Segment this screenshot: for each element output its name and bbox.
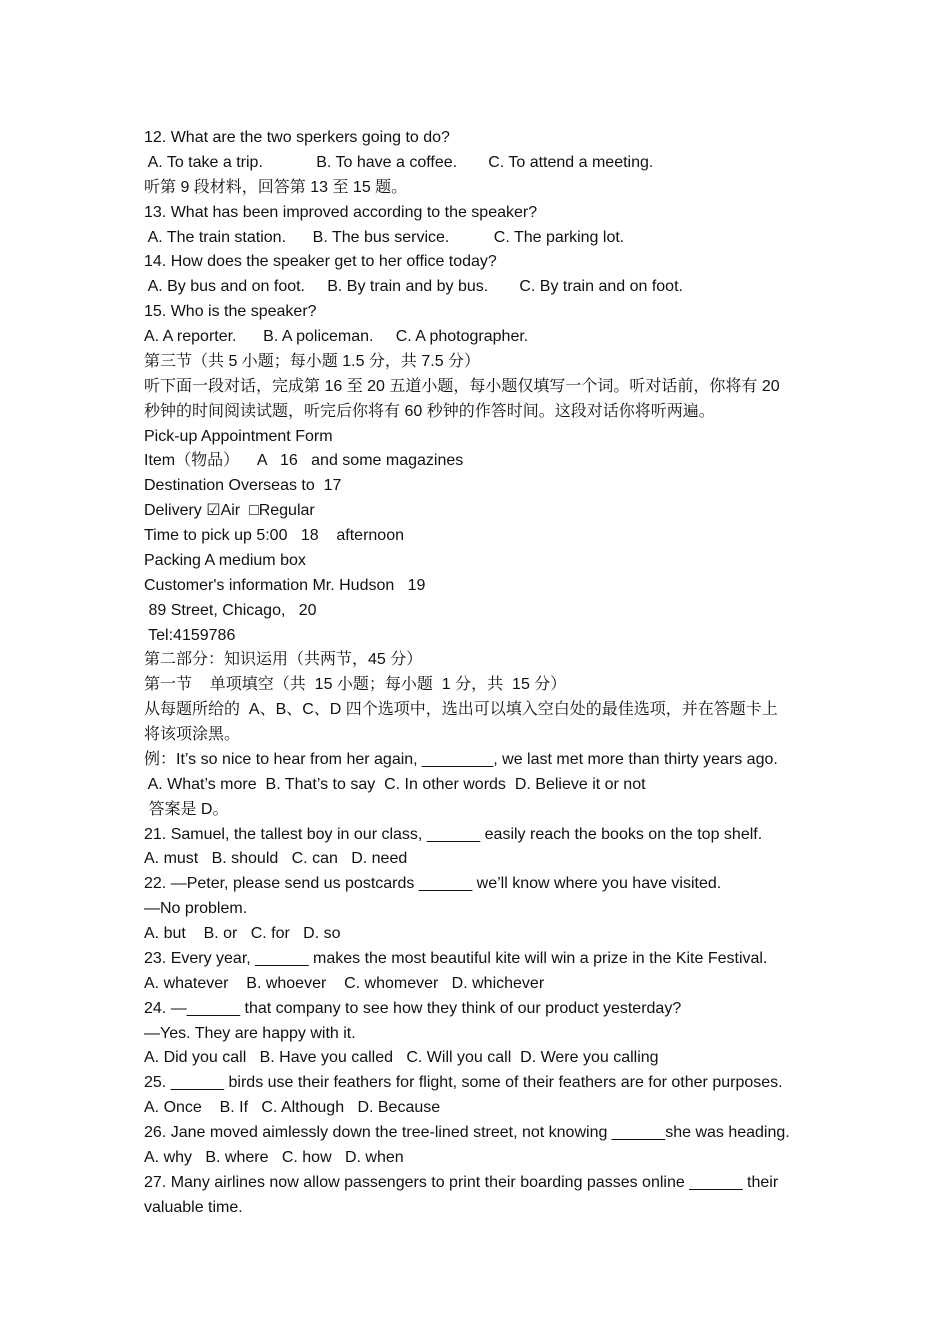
question-26-options: A. why B. where C. how D. when xyxy=(144,1148,404,1166)
question-12-options: A. To take a trip. B. To have a coffee. C. To attend a meeting. xyxy=(144,153,654,171)
part-2-heading: 第二部分：知识运用（共两节，45 分） xyxy=(144,651,423,669)
form-address-row: 89 Street, Chicago, 20 xyxy=(144,601,317,619)
question-22-options: A. but B. or C. for D. so xyxy=(144,925,341,942)
section-1-instruction-2: 将该项涂黑。 xyxy=(144,726,241,743)
question-24-reply: —Yes. They are happy with it. xyxy=(144,1024,356,1042)
question-26: 26. Jane moved aimlessly down the tree-lined street, not knowing ______she was heading. xyxy=(144,1124,790,1141)
question-22-reply: —No problem. xyxy=(144,900,248,918)
section-3-heading: 第三节（共 5 小题；每小题 1.5 分，共 7.5 分） xyxy=(144,352,481,370)
document-body xyxy=(144,126,834,1221)
question-21: 21. Samuel, the tallest boy in our class, ______ easily reach the books on the top shelf. xyxy=(144,825,763,843)
form-title: Pick-up Appointment Form xyxy=(144,427,333,445)
example-options: A. What’s more B. That’s to say C. In other words D. Believe it or not xyxy=(144,775,646,793)
form-customer-row: Customer's information Mr. Hudson 19 xyxy=(144,576,426,594)
form-item-row: Item（物品） A 16 and some magazines xyxy=(144,452,464,470)
question-12: 12. What are the two sperkers going to do? xyxy=(144,129,450,146)
question-21-options: A. must B. should C. can D. need xyxy=(144,850,408,868)
question-25: 25. ______ birds use their feathers for flight, some of their feathers are for other purposes. xyxy=(144,1074,783,1092)
section-3-instruction-1: 听下面一段对话，完成第 16 至 20 五道小题，每小题仅填写一个词。听对话前，你将有 20 xyxy=(144,377,780,395)
example-answer: 答案是 D。 xyxy=(144,800,229,818)
question-14-options: A. By bus and on foot. B. By train and by bus. C. By train and on foot. xyxy=(144,278,683,296)
section-1-heading: 第一节 单项填空（共 15 小题；每小题 1 分，共 15 分） xyxy=(144,676,567,694)
question-15-options: A. A reporter. B. A policeman. C. A photographer. xyxy=(144,328,529,345)
section-instruction-9: 听第 9 段材料，回答第 13 至 15 题。 xyxy=(144,178,408,196)
question-14: 14. How does the speaker get to her office today? xyxy=(144,253,497,271)
question-13: 13. What has been improved according to the speaker? xyxy=(144,203,538,221)
question-13-options: A. The train station. B. The bus service. C. The parking lot. xyxy=(144,228,625,246)
example-question: 例：It’s so nice to hear from her again, ________, we last met more than thirty years ago. xyxy=(144,750,778,768)
question-23: 23. Every year, ______ makes the most beautiful kite will win a prize in the Kite Festival. xyxy=(144,949,768,967)
form-tel-row: Tel:4159786 xyxy=(144,626,236,644)
question-24: 24. —______ that company to see how they think of our product yesterday? xyxy=(144,999,682,1017)
form-packing-row: Packing A medium box xyxy=(144,551,306,569)
question-24-options: A. Did you call B. Have you called C. Will you call D. Were you calling xyxy=(144,1049,659,1067)
question-23-options: A. whatever B. whoever C. whomever D. whichever xyxy=(144,974,545,992)
question-27-continued: valuable time. xyxy=(144,1198,243,1216)
form-time-row: Time to pick up 5:00 18 afternoon xyxy=(144,527,404,544)
question-15: 15. Who is the speaker? xyxy=(144,303,317,321)
question-25-options: A. Once B. If C. Although D. Because xyxy=(144,1099,441,1117)
form-destination-row: Destination Overseas to 17 xyxy=(144,477,342,495)
section-3-instruction-2: 秒钟的时间阅读试题，听完后你将有 60 秒钟的作答时间。这段对话你将听两遍。 xyxy=(144,402,715,420)
question-27: 27. Many airlines now allow passengers to print their boarding passes online ______ their xyxy=(144,1173,779,1191)
form-delivery-row: Delivery ☑Air □Regular xyxy=(144,502,315,520)
section-1-instruction-1: 从每题所给的 A、B、C、D 四个选项中，选出可以填入空白处的最佳选项，并在答题卡上 xyxy=(144,701,778,719)
question-22: 22. —Peter, please send us postcards ______ we’ll know where you have visited. xyxy=(144,875,722,893)
